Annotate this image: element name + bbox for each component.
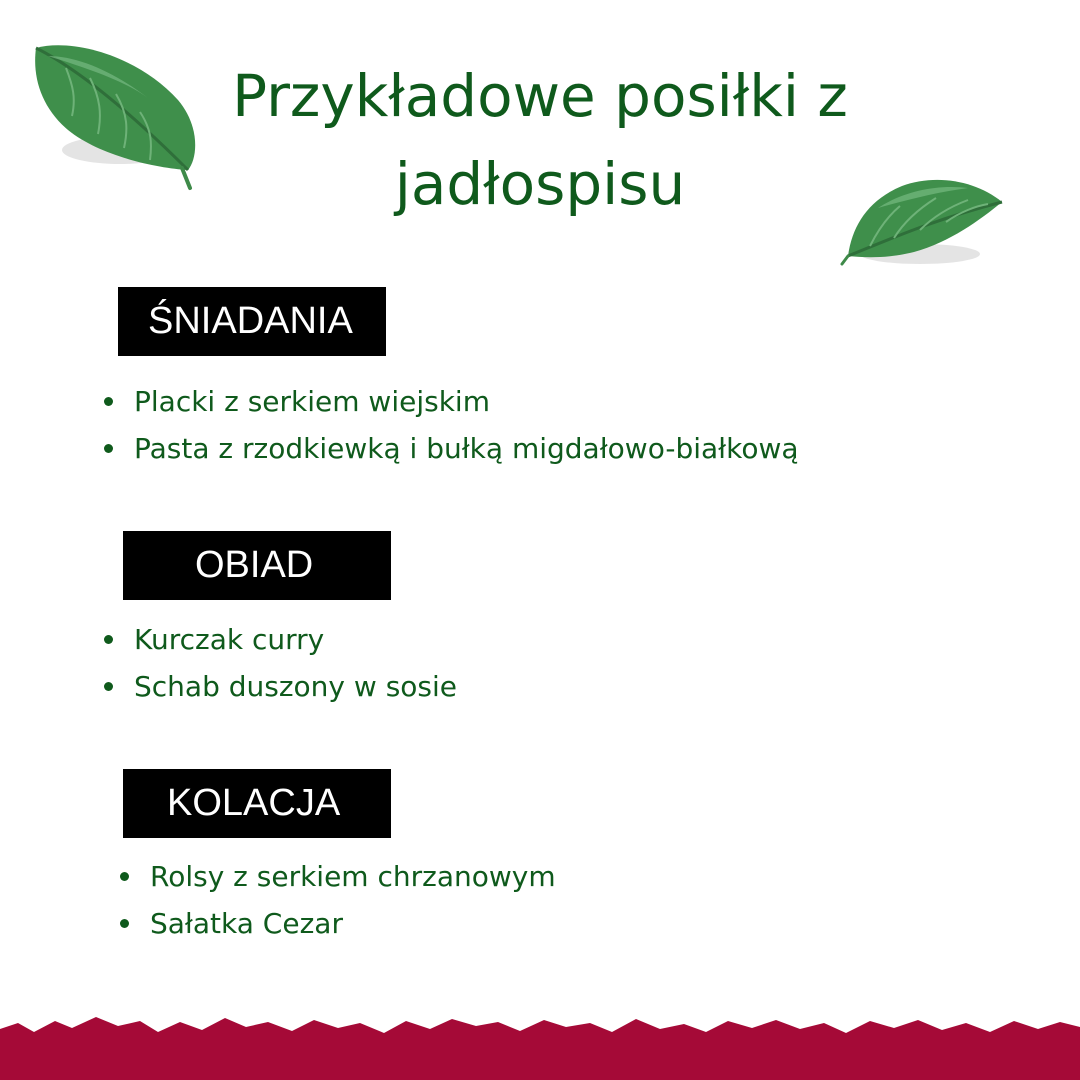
list-item-label: Rolsy z serkiem chrzanowym xyxy=(150,860,556,893)
lunch-list xyxy=(104,616,457,710)
list-item xyxy=(120,900,556,947)
list-item-label: Pasta z rzodkiewką i bułką migdałowo-białkową xyxy=(134,432,799,465)
bullet-icon xyxy=(104,635,113,644)
list-item xyxy=(104,425,799,472)
section-label-breakfast: ŚNIADANIA xyxy=(118,287,386,356)
torn-paper-footer xyxy=(0,1005,1080,1080)
list-item xyxy=(120,853,556,900)
list-item xyxy=(104,378,799,425)
breakfast-list xyxy=(104,378,799,472)
bullet-icon xyxy=(104,397,113,406)
bullet-icon xyxy=(104,682,113,691)
list-item-label: Kurczak curry xyxy=(134,623,325,656)
section-label-dinner: KOLACJA xyxy=(123,769,391,838)
list-item-label: Schab duszony w sosie xyxy=(134,670,458,703)
list-item-label: Placki z serkiem wiejskim xyxy=(134,385,490,418)
page-title: Przykładowe posiłki z jadłospisu xyxy=(232,62,848,218)
section-label-lunch: OBIAD xyxy=(123,531,391,600)
bullet-icon xyxy=(104,444,113,453)
list-item-label: Sałatka Cezar xyxy=(150,907,343,940)
bullet-icon xyxy=(120,919,129,928)
dinner-list xyxy=(120,853,556,947)
leaf-icon xyxy=(28,38,203,193)
bullet-icon xyxy=(120,872,129,881)
list-item xyxy=(104,616,457,663)
list-item xyxy=(104,663,457,710)
